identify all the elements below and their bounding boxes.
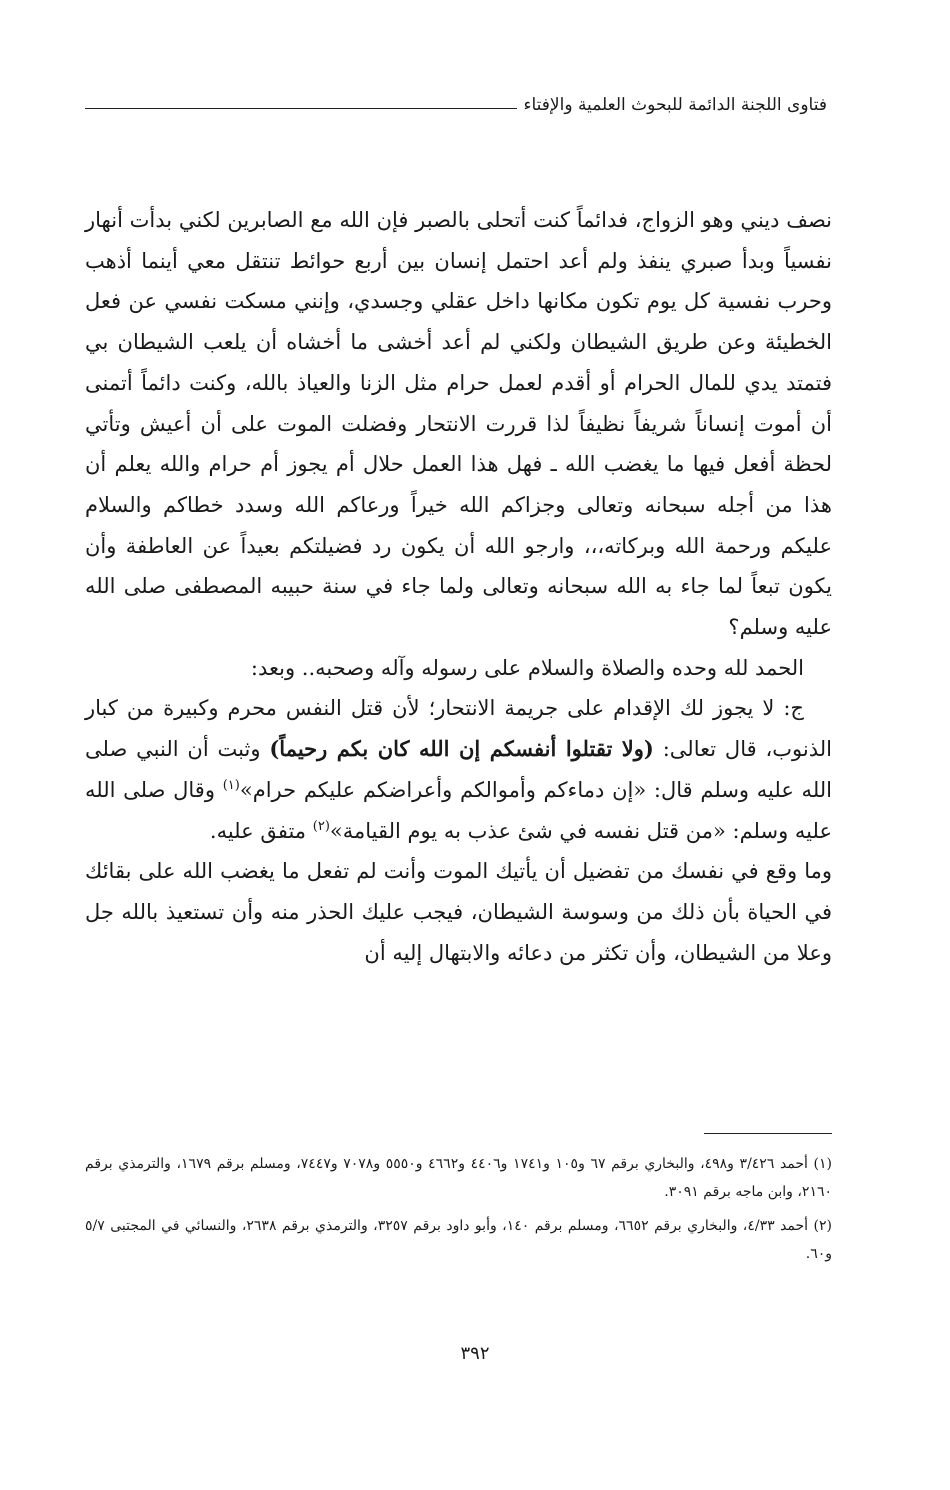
hadith-1: وثبت أن النبي صلى الله عليه وسلم قال: «إن دماءكم وأموالكم وأعراضكم عليكم حرام» [85, 737, 833, 802]
quran-verse: (ولا تقتلوا أنفسكم إن الله كان بكم رحيماً) [269, 736, 654, 762]
footnote-marker-1: (١) [222, 777, 240, 793]
agreed-upon: متفق عليه. [209, 818, 307, 843]
running-header [85, 92, 827, 118]
body-text [85, 200, 832, 973]
hadith-2: وقال صلى الله عليه وسلم: «من قتل نفسه في شئ عذب به يوم القيامة» [85, 777, 832, 843]
footnotes [85, 1150, 832, 1274]
answer-intro: ج: لا يجوز لك الإقدام على جريمة الانتحار؛ لأن قتل النفس محرم وكبيرة من كبار الذنوب، قال تعالى: [85, 696, 832, 762]
footnote-marker-2: (٢) [312, 818, 330, 834]
header-title: فتاوى اللجنة الدائمة للبحوث العلمية والإفتاء [523, 95, 827, 115]
page-number: ٣٩٢ [460, 1343, 490, 1364]
footnote-1: (١) أحمد ٣/٤٢٦ و٤٩٨، والبخاري برقم ٦٧ و١٠٥ و١٧٤١ و٤٤٠٦ و٤٦٦٢ و٥٥٥٠ و٧٠٧٨ و٧٤٤٧، ومسلم برقم ١٦٧٩، والترمذي برقم ٢١٦٠، وابن ماجه برقم ٣٠٩١. [85, 1156, 832, 1200]
footnote-rule [704, 1133, 832, 1134]
opening-praise: الحمد لله وحده والصلاة والسلام على رسوله وآله وصحبه.. وبعد: [250, 655, 804, 680]
closing-paragraph: وما وقع في نفسك من تفضيل أن يأتيك الموت وأنت لم تفعل ما يغضب الله على بقائك في الحياة بأن ذلك من وسوسة الشيطان، فيجب عليك الحذر منه وأن تستعيذ بالله جل وعلا من الشيطان، وأن تكثر من دعائه والابتهال إليه أن [85, 859, 832, 965]
footnote-2: (٢) أحمد ٤/٣٣، والبخاري برقم ٦٦٥٢، ومسلم برقم ١٤٠، وأبو داود برقم ٣٢٥٧، والترمذي برقم ٢٦٣٨، والنسائي في المجتبى ٥/٧ و٦٠. [85, 1218, 832, 1262]
question-paragraph: نصف ديني وهو الزواج، فدائماً كنت أتحلى بالصبر فإن الله مع الصابرين لكني بدأت أنهار نفسياً وبدأ صبري ينفذ ولم أعد احتمل إنسان بين أربع حوائط تنتقل معي أينما أذهب وحرب نفسية كل يوم تكون مكانها داخل عقلي وجسدي، وإنني مسكت نفسي عن فعل الخطيئة وعن طريق الشيطان ولكني لم أعد أخشى ما أخشاه أن يلعب الشيطان بي فتمتد يدي للمال الحرام أو أقدم لعمل حرام مثل الزنا والعياذ بالله، وكنت دائماً أتمنى أن أموت إنساناً شريفاً نظيفاً لذا قررت الانتحار وفضلت الموت على أن أعيش وتأتي لحظة أفعل فيها ما يغضب الله ـ فهل هذا العمل حلال أم يجوز أم حرام والله يعلم أن هذا من أجله سبحانه وتعالى وجزاكم الله خيراً ورعاكم الله وسدد خطاكم والسلام عليكم ورحمة الله وبركاته،،، وارجو الله أن يكون رد فضيلتكم بعيداً عن العاطفة وأن يكون تبعاً لما جاء به الله سبحانه وتعالى ولما جاء في سنة حبيبه المصطفى صلى الله عليه وسلم؟ [85, 208, 832, 640]
answer-paragraph [85, 688, 832, 851]
header-rule [85, 108, 517, 109]
